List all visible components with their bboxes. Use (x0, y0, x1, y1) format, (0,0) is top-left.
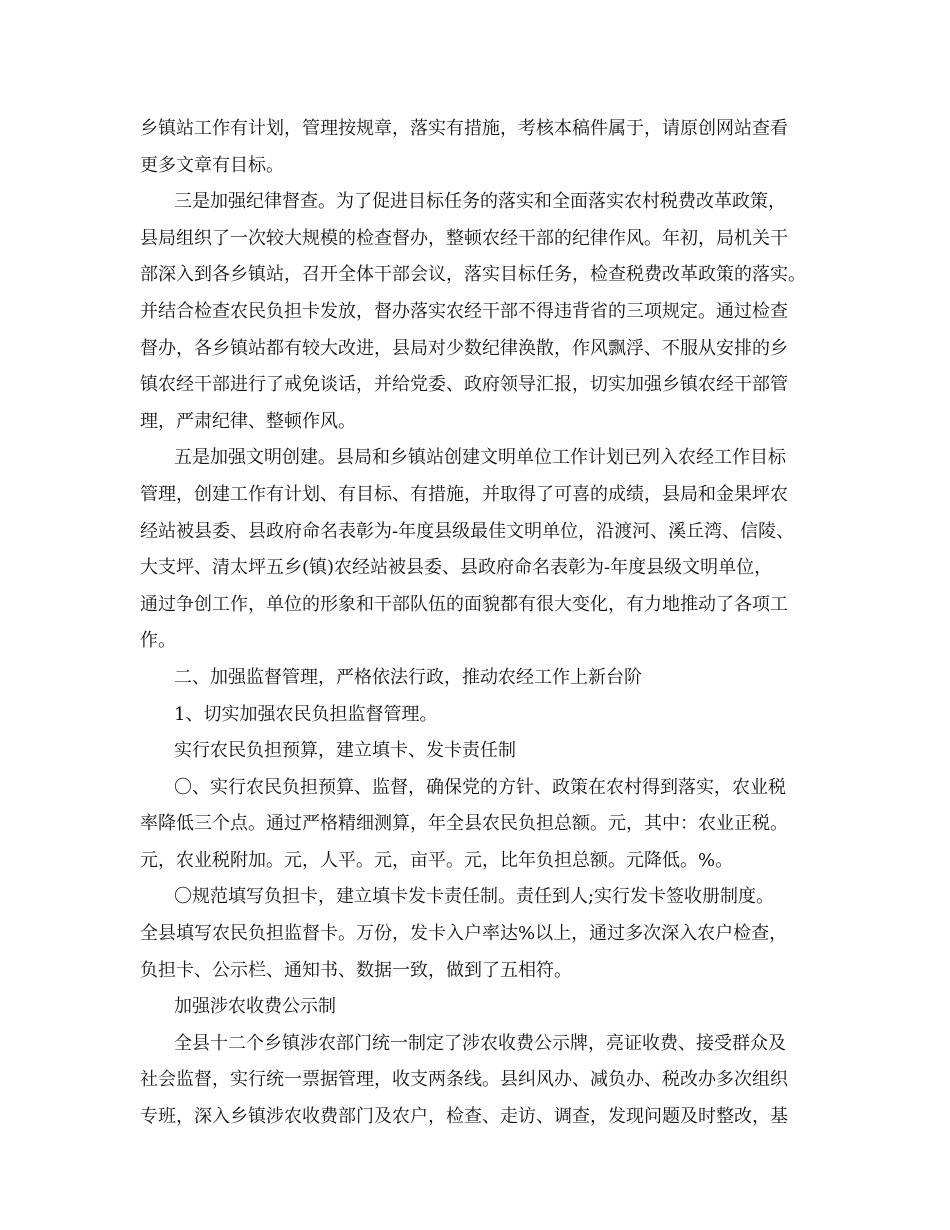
text-line: 社会监督，实行统一票据管理，收支两条线。县纠风办、减负办、税改办多次组织 (140, 1069, 788, 1091)
text-line: 部深入到各乡镇站，召开全体干部会议，落实目标任务，检查税费改革政策的落实。 (140, 264, 806, 286)
text-line: 五是加强文明创建。县局和乡镇站创建文明单位工作计划已列入农经工作目标 (174, 447, 786, 469)
text-line: 经站被县委、县政府命名表彰为-年度县级最佳文明单位，沿渡河、溪丘湾、信陵、 (140, 520, 795, 542)
text-line: 县局组织了一次较大规模的检查督办，整顿农经干部的纪律作风。年初，局机关干 (140, 227, 788, 249)
text-line: 并结合检查农民负担卡发放，督办落实农经干部不得违背省的三项规定。通过检查 (140, 300, 788, 322)
text-line: 率降低三个点。通过严格精细测算，年全县农民负担总额。元，其中：农业正税。 (140, 813, 788, 835)
text-line: 元，农业税附加。元，人平。元，亩平。元，比年负担总额。元降低。%。 (140, 849, 734, 871)
text-line: 理，严肃纪律、整顿作风。 (140, 410, 356, 432)
text-line: 管理，创建工作有计划、有目标、有措施，并取得了可喜的成绩，县局和金果坪农 (140, 483, 788, 505)
text-line: 〇、实行农民负担预算、监督，确保党的方针、政策在农村得到落实，农业税 (174, 776, 786, 798)
subsection-heading: 加强涉农收费公示制 (174, 996, 336, 1018)
subsection-heading: 1、切实加强农民负担监督管理。 (174, 703, 438, 725)
document-body (140, 111, 820, 1136)
text-line: 三是加强纪律督查。为了促进目标任务的落实和全面落实农村税费改革政策， (174, 191, 786, 213)
text-line: 镇农经干部进行了戒免谈话，并给党委、政府领导汇报，切实加强乡镇农经干部管 (140, 374, 788, 396)
text-line: 大支坪、清太坪五乡(镇)农经站被县委、县政府命名表彰为-年度县级文明单位， (140, 557, 773, 579)
text-line: 专班，深入乡镇涉农收费部门及农户，检查、走访、调查，发现问题及时整改，基 (140, 1106, 788, 1128)
text-line: 全县填写农民负担监督卡。万份，发卡入户率达%以上，通过多次深入农户检查， (140, 923, 788, 945)
text-line: 乡镇站工作有计划，管理按规章，落实有措施，考核本稿件属于，请原创网站查看 (140, 118, 788, 139)
subsection-heading: 实行农民负担预算，建立填卡、发卡责任制 (174, 740, 516, 762)
text-line: 全县十二个乡镇涉农部门统一制定了涉农收费公示牌，亮证收费、接受群众及 (174, 1032, 786, 1054)
section-heading: 二、加强监督管理，严格依法行政，推动农经工作上新台阶 (174, 666, 642, 688)
text-line: 通过争创工作，单位的形象和干部队伍的面貌都有很大变化，有力地推动了各项工 (140, 593, 788, 615)
text-line: 〇规范填写负担卡，建立填卡发卡责任制。责任到人;实行发卡签收册制度。 (174, 886, 775, 908)
text-line: 督办，各乡镇站都有较大改进，县局对少数纪律涣散，作风飘浮、不服从安排的乡 (140, 337, 788, 359)
text-line: 作。 (140, 630, 176, 652)
text-line: 负担卡、公示栏、通知书、数据一致，做到了五相符。 (140, 959, 572, 981)
text-line: 更多文章有目标。 (140, 154, 284, 176)
